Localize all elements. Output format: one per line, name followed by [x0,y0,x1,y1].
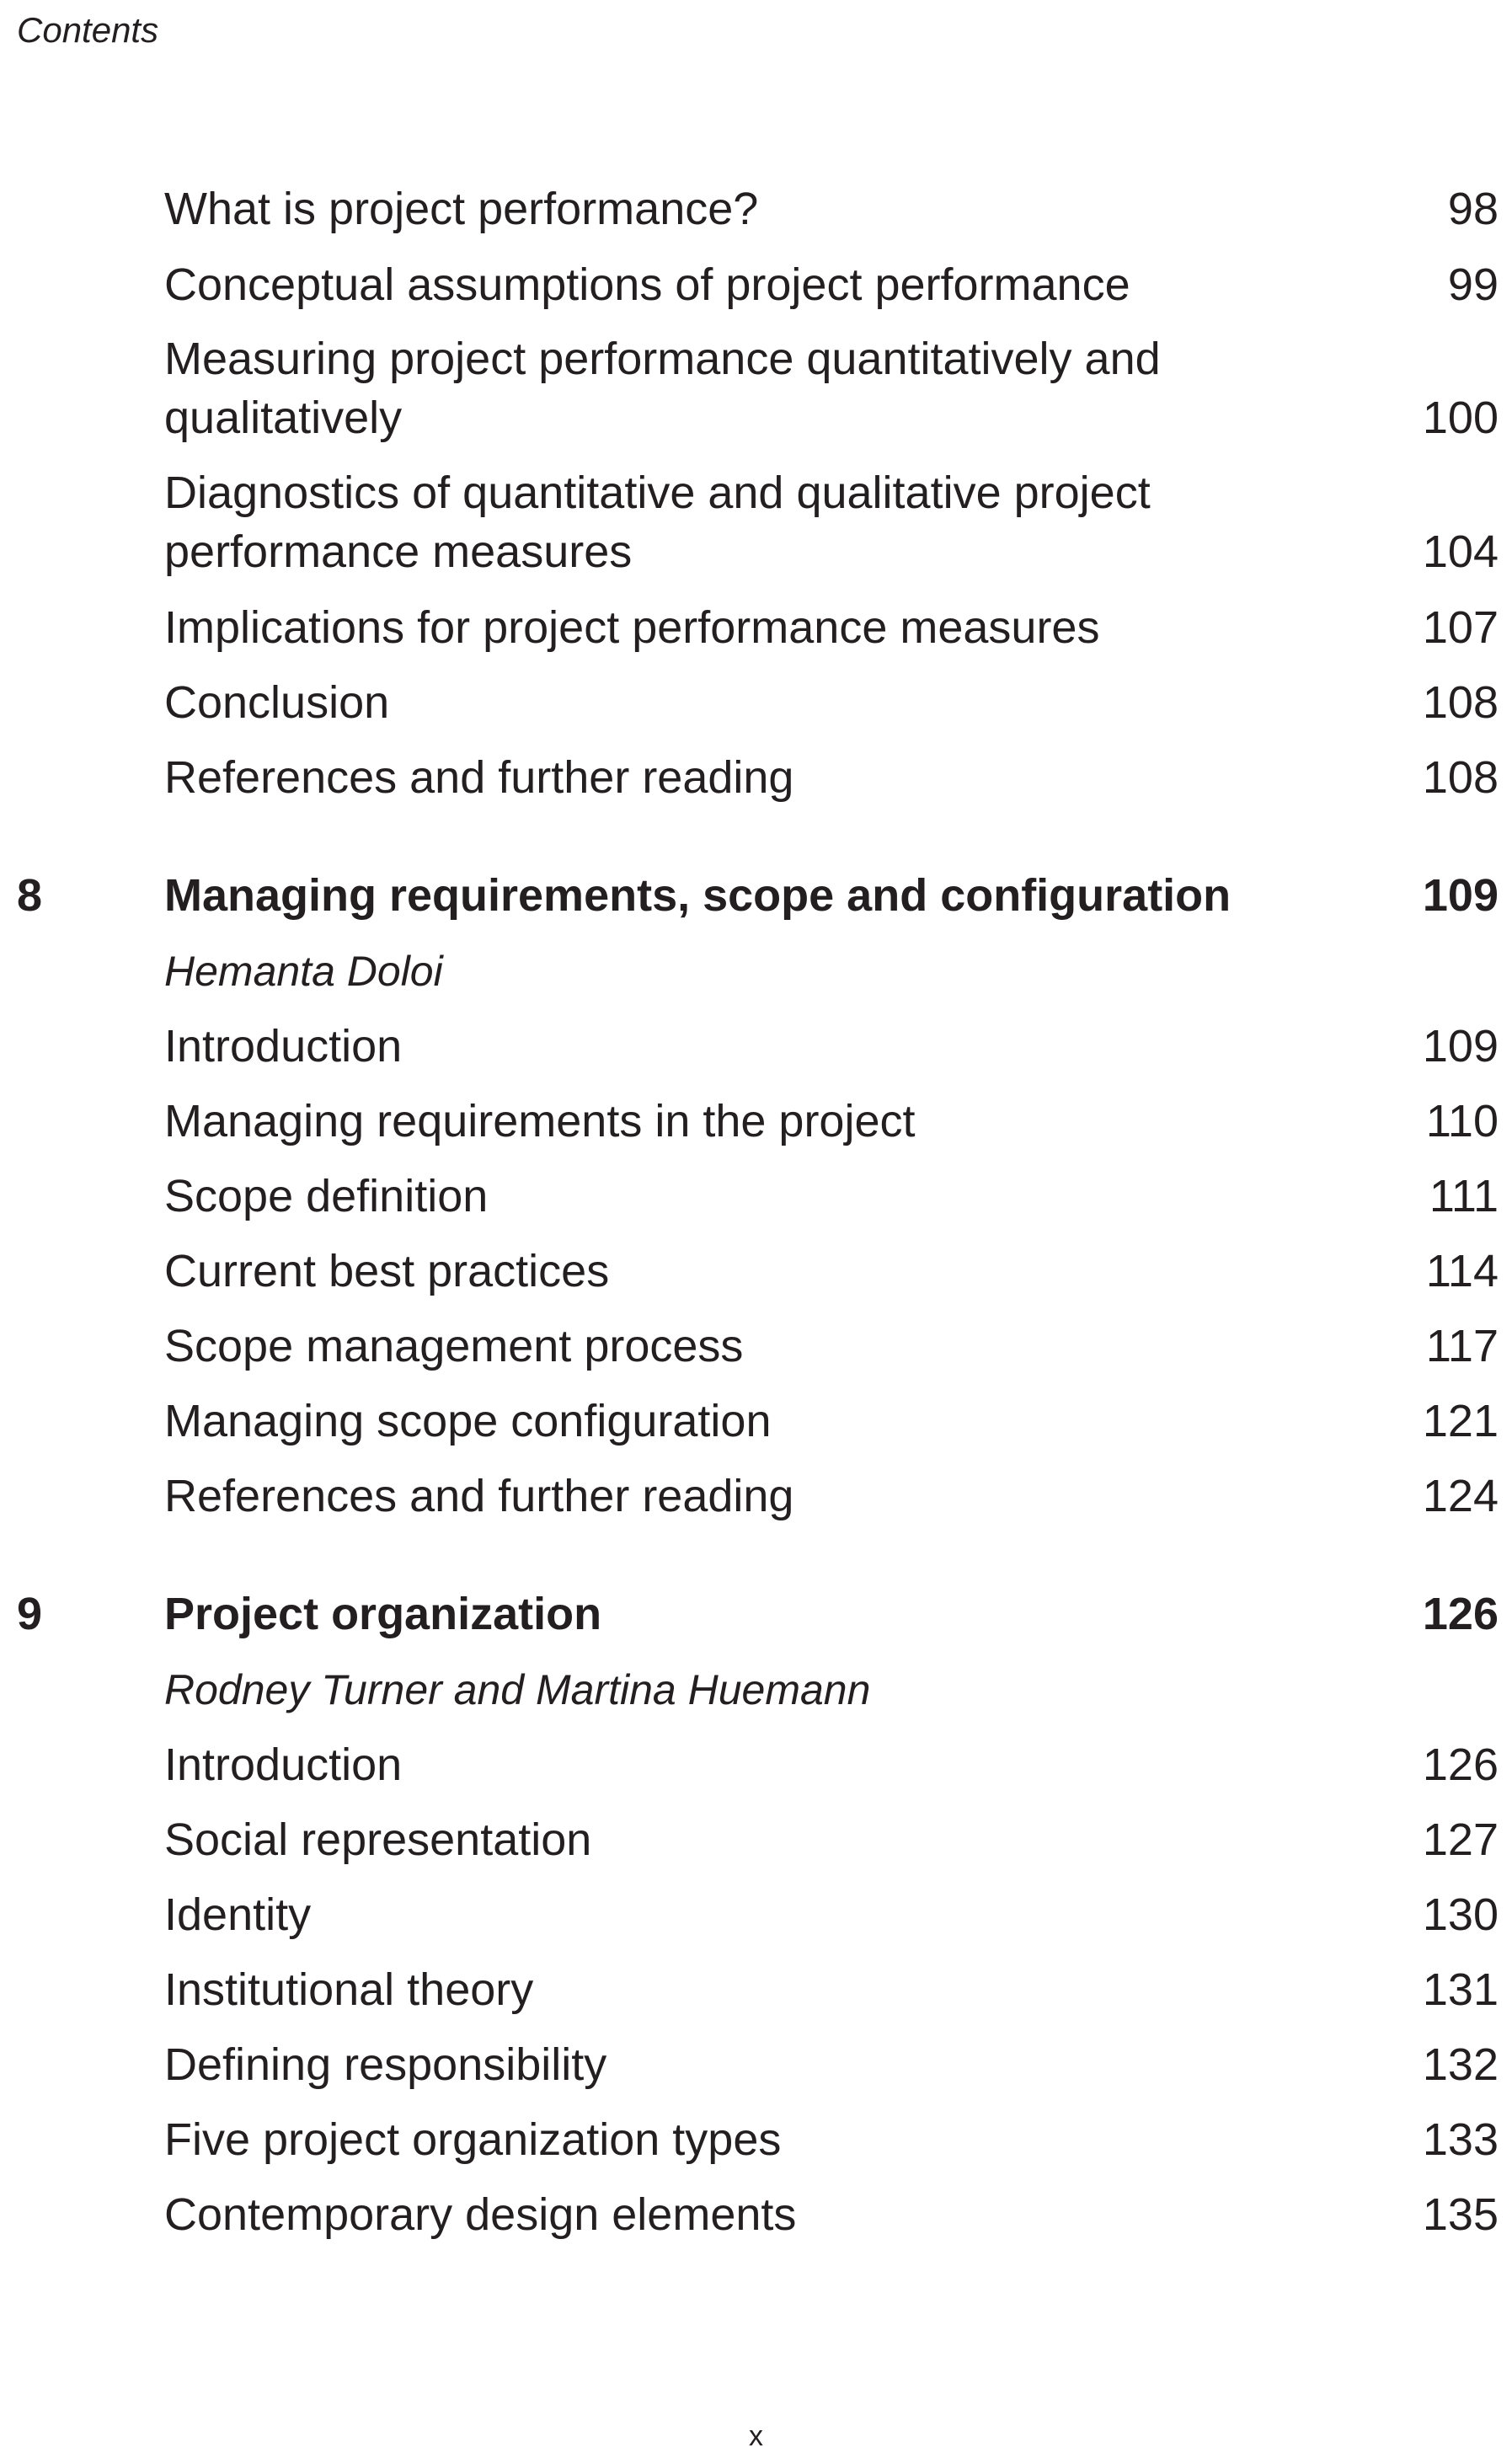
toc-entry-title: Conceptual assumptions of project performance [164,259,1130,310]
toc-entry-title: Current best practices [164,1246,610,1296]
toc-entry[interactable] [164,673,1499,732]
toc-entry-title: Managing requirements in the project [164,1096,916,1146]
toc-entry[interactable] [164,179,1499,238]
toc-entry[interactable] [164,1735,1499,1794]
toc-entry-page: 111 [1429,1171,1499,1221]
toc-entry-title: Scope definition [164,1171,489,1221]
toc-entry-page: 133 [1422,2114,1499,2165]
toc-entry-title: Introduction [164,1021,403,1072]
chapter-title: Managing requirements, scope and configuration [164,870,1232,921]
toc-entry-title: Managing scope configuration [164,1396,772,1446]
toc-entry[interactable] [164,329,1499,447]
toc-entry[interactable] [164,1017,1499,1076]
chapter-number: 9 [17,1589,43,1639]
chapter-number: 8 [17,870,43,921]
toc-entry-title: Identity [164,1889,312,1940]
toc-entry-page: 99 [1447,259,1499,310]
toc-entry[interactable] [164,255,1499,314]
toc-entry-page: 104 [1422,526,1499,577]
toc-entry-title: Introduction [164,1740,403,1790]
toc-entry-title: Five project organization types [164,2114,782,2165]
chapter-page: 109 [1422,870,1499,921]
toc-entry-page: 121 [1422,1396,1499,1446]
toc-entry-page: 135 [1422,2189,1499,2240]
toc-entry-title: What is project performance? [164,184,759,234]
toc-entry-title: References and further reading [164,752,794,803]
toc-entry[interactable] [164,1092,1499,1151]
toc-entry-title: Social representation [164,1814,592,1865]
chapter-author: Rodney Turner and Martina Huemann [164,1666,871,1713]
toc-entry[interactable] [164,2035,1499,2094]
toc-entry[interactable] [164,1960,1499,2019]
toc-entry-title: References and further reading [164,1471,794,1521]
toc-entry-page: 114 [1425,1246,1499,1296]
toc-entry-page: 109 [1422,1021,1499,1072]
toc-entry-page: 126 [1422,1740,1499,1790]
toc-entry-title: Conclusion [164,677,390,728]
toc-entry-title: Institutional theory [164,1964,534,2015]
toc-entry[interactable] [164,2185,1499,2244]
toc-entry-title: Diagnostics of quantitative and qualitative project performance measures [164,468,1151,577]
toc-entry-title: Measuring project performance quantitatively and qualitatively [164,334,1161,443]
toc-entry-page: 130 [1422,1889,1499,1940]
toc-entry[interactable] [164,1885,1499,1944]
toc-entry[interactable] [164,598,1499,657]
running-head: Contents [17,10,159,50]
toc-entry[interactable] [164,1242,1499,1301]
toc-entry[interactable] [164,463,1499,581]
toc-entry-page: 107 [1422,602,1499,653]
toc-entry[interactable] [164,2110,1499,2169]
toc-entry[interactable] [164,1317,1499,1376]
toc-entry[interactable] [164,1167,1499,1226]
toc-entry-page: 108 [1422,677,1499,728]
toc-entry[interactable] [164,1810,1499,1869]
toc-entry-page: 98 [1447,184,1499,234]
toc-entry-page: 132 [1422,2039,1499,2090]
chapter-author: Hemanta Doloi [164,948,443,995]
toc-entry-page: 131 [1422,1964,1499,2015]
toc-entry-page: 108 [1422,752,1499,803]
chapter-page: 126 [1422,1589,1499,1639]
page-number: x [749,2420,763,2452]
toc-entry-title: Contemporary design elements [164,2189,797,2240]
toc-entry-page: 110 [1425,1096,1499,1146]
toc-entry-title: Scope management process [164,1321,744,1371]
toc-entry[interactable] [164,1467,1499,1526]
toc-entry-page: 117 [1425,1321,1499,1371]
toc-entry-page: 124 [1422,1471,1499,1521]
toc-entry-page: 100 [1422,393,1499,443]
toc-entry[interactable] [164,748,1499,807]
toc-entry-title: Implications for project performance measures [164,602,1100,653]
toc-entry[interactable] [164,1392,1499,1451]
chapter-title: Project organization [164,1589,602,1639]
toc-entry-page: 127 [1422,1814,1499,1865]
toc-entry-title: Defining responsibility [164,2039,607,2090]
